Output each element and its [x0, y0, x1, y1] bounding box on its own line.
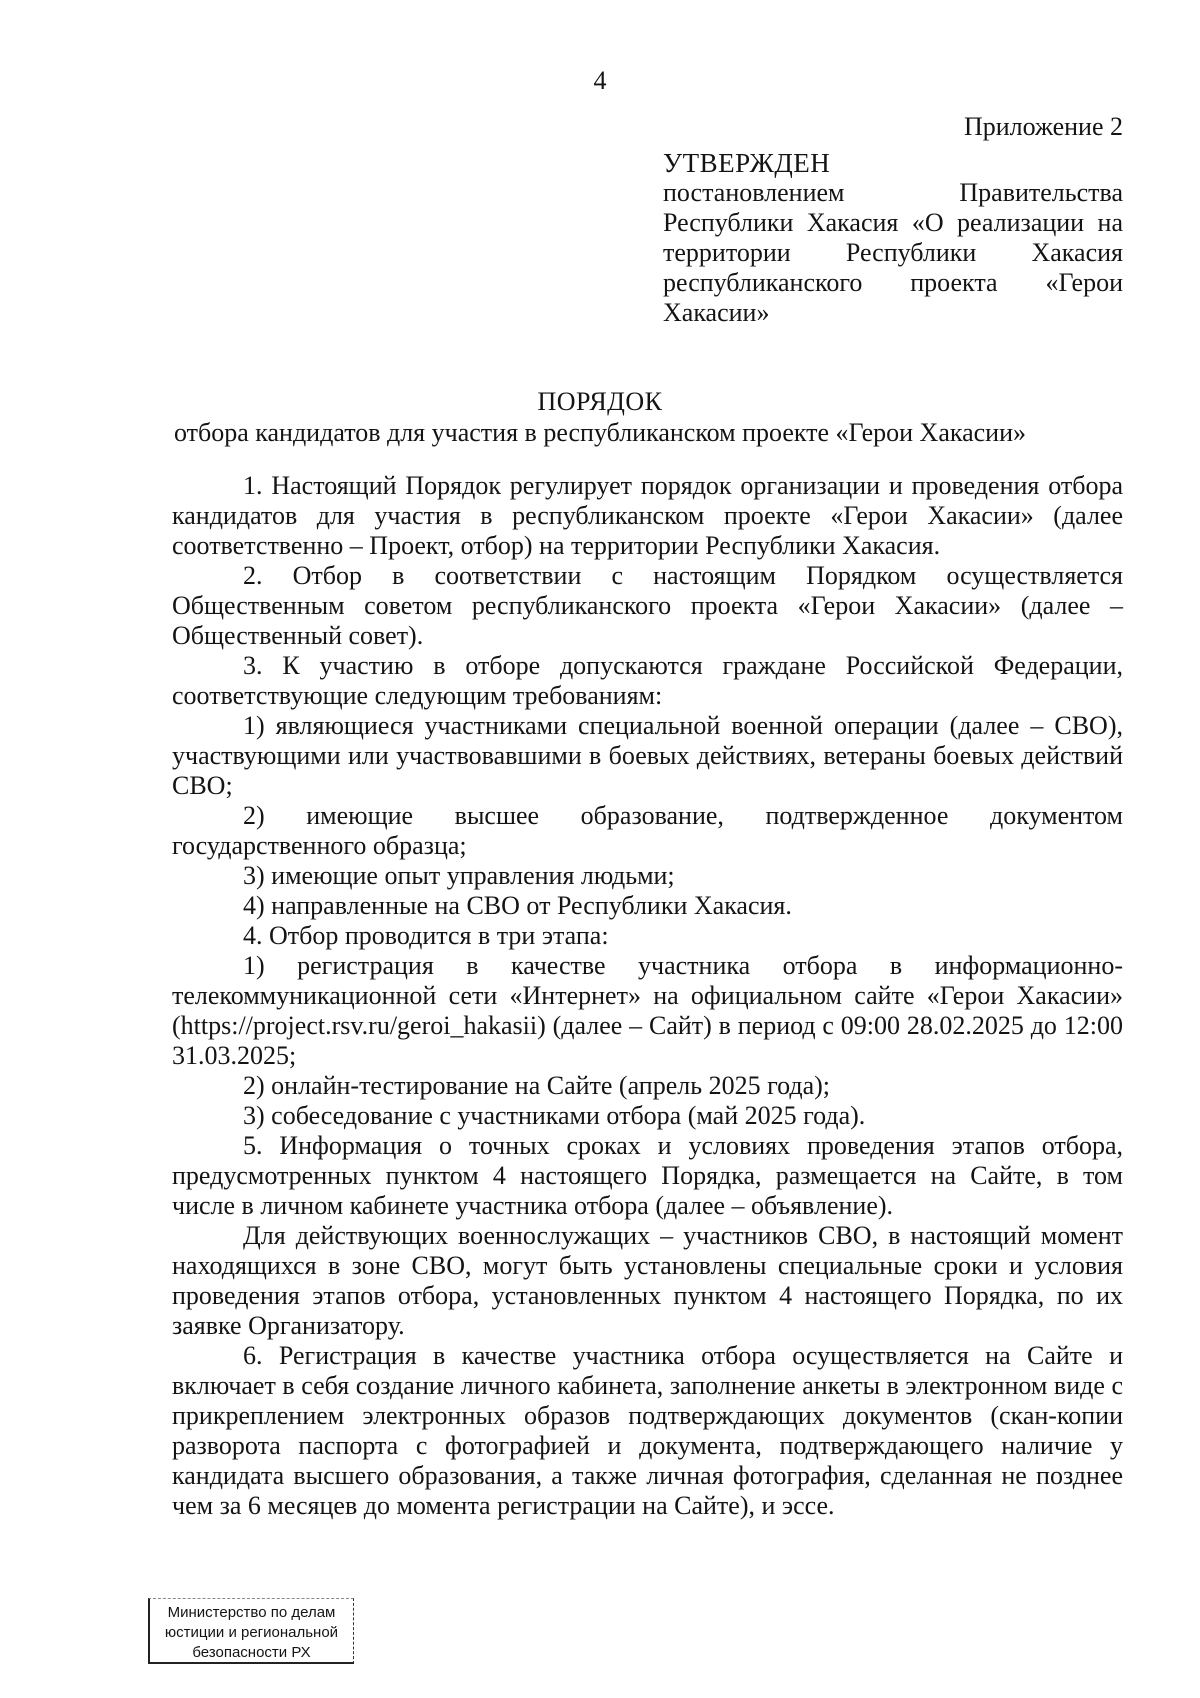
list-item-4-3: 3) собеседование с участниками отбора (май 2025 года). — [243, 1101, 866, 1130]
paragraph-1: 1. Настоящий Порядок регулирует порядок организации и проведения отбора кандидатов для участия в республиканском проекте «Герои Хакасии» (далее соответственно – Проект, отбор) на территории Республики Хакасия. — [172, 471, 1123, 560]
document-subtitle: отбора кандидатов для участия в республиканском проекте «Герои Хакасии» — [173, 418, 1027, 447]
appendix-label: Приложение 2 — [963, 112, 1123, 141]
paragraph-5: 5. Информация о точных сроках и условиях проведения этапов отбора, предусмотренных пунктом 4 настоящего Порядка, размещается на Сайте, в том числе в личном кабинете участника отбора (далее – объявление). — [172, 1131, 1123, 1220]
paragraph-6: 6. Регистрация в качестве участника отбора осуществляется на Сайте и включает в себя создание личного кабинета, заполнение анкеты в электронном виде с прикреплением электронных образов подтверждающих документов (скан-копии разворота паспорта с фотографией и документа, подтверждающего наличие у кандидата высшего образования, а также личная фотография, сделанная не позднее чем за 6 месяцев до момента регистрации на Сайте), и эссе. — [172, 1341, 1123, 1520]
stamp-line-3: безопасности РХ — [192, 1644, 311, 1661]
paragraph-5-note: Для действующих военнослужащих – участников СВО, в настоящий момент находящихся в зоне СВО, могут быть установлены специальные сроки и условия проведения этапов отбора, установленных пунктом 4 настоящего Порядка, по их заявке Организатору. — [172, 1221, 1123, 1340]
document-title-block — [0, 387, 1200, 449]
stamp-line-1: Министерство по делам — [167, 1604, 336, 1621]
paragraph-4: 4. Отбор проводится в три этапа: — [243, 921, 609, 950]
list-item-4-1: 1) регистрация в качестве участника отбора в информационно-телекоммуникационной сети «Интернет» на официальном сайте «Герои Хакасии» (https://project.rsv.ru/geroi_hakasii) (далее – Сайт) в период с 09:00 28.02.2025 до 12:00 31.03.2025; — [172, 951, 1123, 1070]
ministry-stamp — [148, 1598, 354, 1664]
stamp-line-2: юстиции и региональной — [164, 1624, 339, 1641]
paragraph-2: 2. Отбор в соответствии с настоящим Порядком осуществляется Общественным советом республиканского проекта «Герои Хакасии» (далее – Общественный совет). — [172, 561, 1123, 650]
document-title: ПОРЯДОК — [537, 387, 663, 416]
approved-heading: УТВЕРЖДЕН — [663, 148, 831, 178]
paragraph-3: 3. К участию в отборе допускаются граждане Российской Федерации, соответствующие следующим требованиям: — [172, 651, 1123, 710]
document-body — [172, 471, 1123, 1521]
list-item-3-3: 3) имеющие опыт управления людьми; — [243, 861, 675, 890]
list-item-3-1: 1) являющиеся участниками специальной военной операции (далее – СВО), участвующими или участвовавшими в боевых действиях, ветераны боевых действий СВО; — [172, 711, 1123, 800]
page-number: 4 — [593, 66, 607, 95]
approval-block — [663, 112, 1123, 328]
list-item-4-2: 2) онлайн-тестирование на Сайте (апрель 2025 года); — [243, 1071, 830, 1100]
list-item-3-2: 2) имеющие высшее образование, подтвержденное документом государственного образца; — [172, 801, 1123, 860]
list-item-3-4: 4) направленные на СВО от Республики Хакасия. — [243, 891, 792, 920]
approved-by-text: постановлением Правительства Республики Хакасия «О реализации на территории Республики Хакасия республиканского проекта «Герои Хакасии» — [663, 178, 1123, 327]
